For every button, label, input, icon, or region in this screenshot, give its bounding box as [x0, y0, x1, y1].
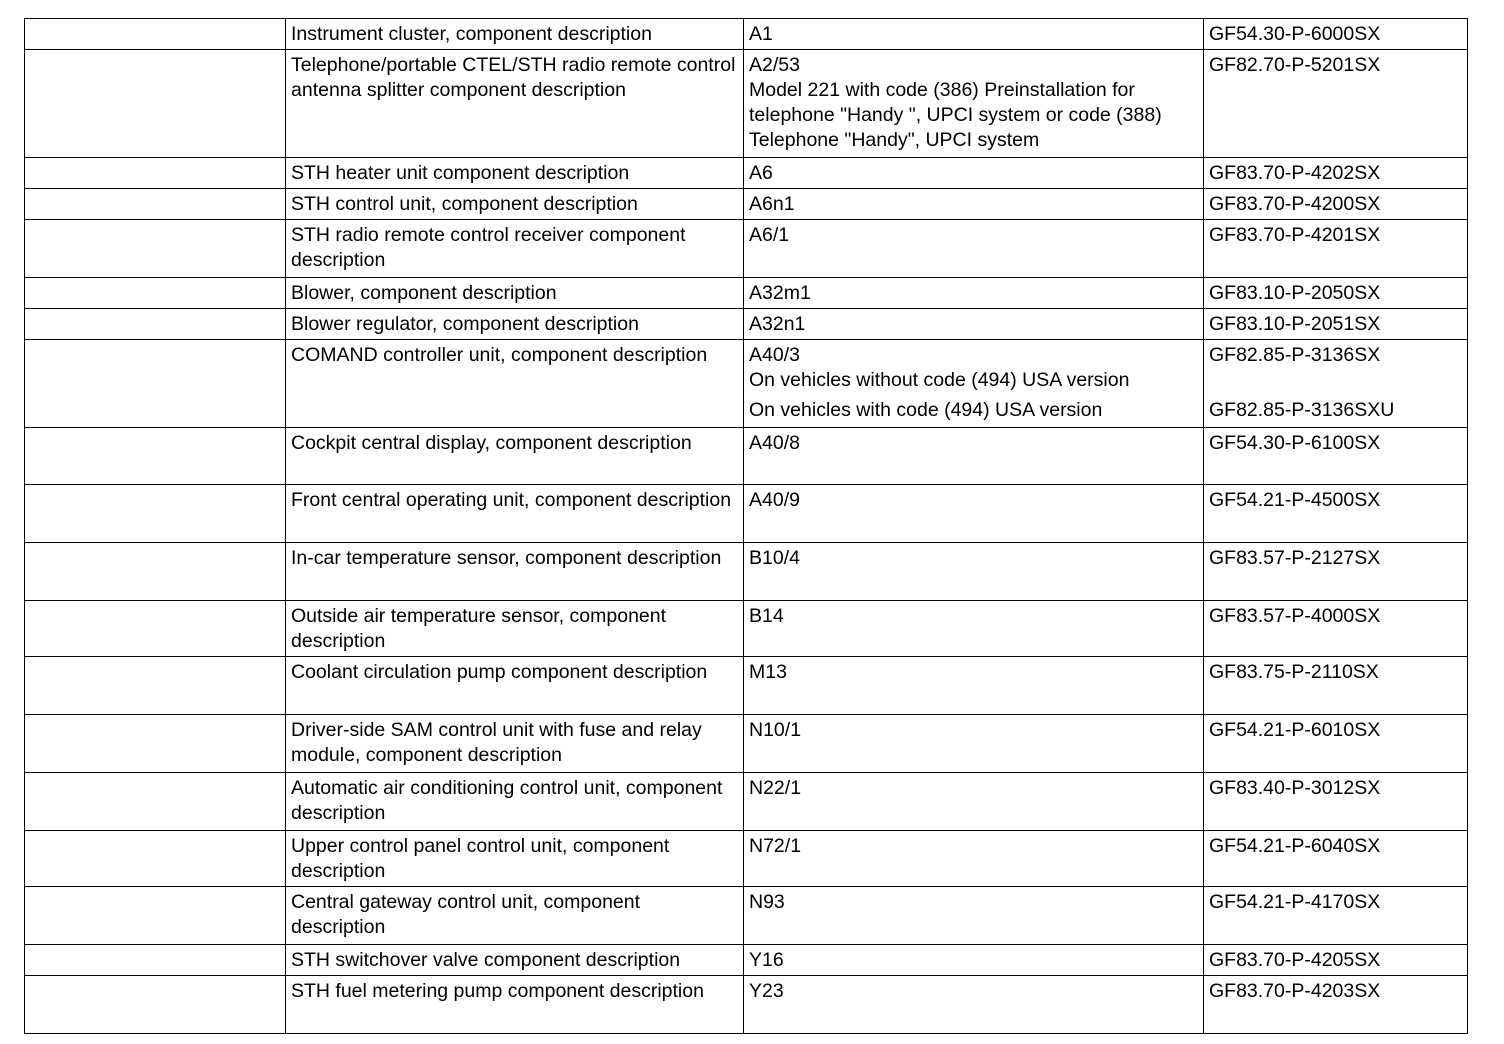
- empty-cell: [25, 601, 286, 657]
- component-note: Model 221 with code (386) Preinstallation for telephone "Handy ", UPCI system or code (388) Telephone "Handy", UPCI system: [749, 79, 1162, 151]
- description-cell: [286, 976, 744, 1034]
- description-text: STH fuel metering pump component description: [291, 980, 704, 1002]
- component-code: A40/8: [749, 432, 800, 454]
- table-row: [25, 601, 1468, 657]
- component-cell: [744, 19, 1204, 50]
- document-number: [1209, 368, 1462, 393]
- description-text: Front central operating unit, component description: [291, 489, 732, 511]
- document-number: GF82.85-P-3136SXU: [1209, 399, 1395, 421]
- component-code: Y23: [749, 980, 784, 1002]
- description-cell: [286, 278, 744, 309]
- document-number: GF83.70-P-4205SX: [1209, 949, 1381, 971]
- table-row: [25, 773, 1468, 831]
- document-cell: [1204, 976, 1468, 1034]
- document-cell: [1204, 485, 1468, 543]
- empty-cell: [25, 158, 286, 189]
- empty-cell: [25, 278, 286, 309]
- description-cell: [286, 715, 744, 773]
- document-number: GF83.40-P-3012SX: [1209, 777, 1381, 799]
- document-cell: [1204, 309, 1468, 340]
- table-body: [25, 19, 1468, 1034]
- table-row: [25, 220, 1468, 278]
- document-cell: [1204, 601, 1468, 657]
- component-cell: [744, 428, 1204, 485]
- document-cell: [1204, 189, 1468, 220]
- description-cell: [286, 657, 744, 715]
- description-cell: [286, 340, 744, 428]
- document-number: GF54.21-P-6010SX: [1209, 719, 1381, 741]
- component-cell: [744, 976, 1204, 1034]
- document-cell: [1204, 945, 1468, 976]
- component-code: A2/53: [749, 54, 800, 76]
- description-text: STH control unit, component description: [291, 193, 638, 215]
- table-row: [25, 976, 1468, 1034]
- table-row: [25, 543, 1468, 601]
- component-code: M13: [749, 661, 787, 683]
- table-row: [25, 340, 1468, 428]
- document-number: GF82.70-P-5201SX: [1209, 54, 1381, 76]
- description-cell: [286, 831, 744, 887]
- empty-cell: [25, 220, 286, 278]
- document-number: GF83.70-P-4200SX: [1209, 193, 1381, 215]
- empty-cell: [25, 19, 286, 50]
- empty-cell: [25, 887, 286, 945]
- empty-cell: [25, 428, 286, 485]
- table-row: [25, 657, 1468, 715]
- component-cell: [744, 601, 1204, 657]
- table-row: [25, 887, 1468, 945]
- component-cell: [744, 543, 1204, 601]
- empty-cell: [25, 485, 286, 543]
- component-cell: [744, 887, 1204, 945]
- component-cell: [744, 189, 1204, 220]
- component-cell: [744, 340, 1204, 428]
- empty-cell: [25, 976, 286, 1034]
- description-cell: [286, 309, 744, 340]
- description-text: Blower regulator, component description: [291, 313, 639, 335]
- document-number: GF54.30-P-6000SX: [1209, 23, 1381, 45]
- empty-cell: [25, 50, 286, 158]
- document-cell: [1204, 773, 1468, 831]
- description-text: Instrument cluster, component description: [291, 23, 652, 45]
- document-cell: [1204, 158, 1468, 189]
- empty-cell: [25, 543, 286, 601]
- table-row: [25, 19, 1468, 50]
- table-row: [25, 428, 1468, 485]
- component-code: B14: [749, 605, 784, 627]
- component-cell: [744, 278, 1204, 309]
- document-number: GF83.10-P-2050SX: [1209, 282, 1381, 304]
- description-text: Central gateway control unit, component description: [291, 891, 641, 938]
- document-cell: [1204, 220, 1468, 278]
- table-row: [25, 715, 1468, 773]
- description-cell: [286, 887, 744, 945]
- empty-cell: [25, 773, 286, 831]
- document-number: GF54.21-P-6040SX: [1209, 835, 1381, 857]
- component-code: A40/9: [749, 489, 800, 511]
- table-row: [25, 309, 1468, 340]
- description-text: STH radio remote control receiver component description: [291, 224, 686, 271]
- component-code: N72/1: [749, 835, 802, 857]
- component-note: On vehicles with code (494) USA version: [749, 399, 1103, 421]
- component-code: A6/1: [749, 224, 790, 246]
- description-text: Cockpit central display, component description: [291, 432, 692, 454]
- document-cell: [1204, 50, 1468, 158]
- component-cell: [744, 715, 1204, 773]
- table-row: [25, 189, 1468, 220]
- component-note: On vehicles without code (494) USA version: [749, 369, 1130, 391]
- component-cell: [744, 831, 1204, 887]
- component-cell: [744, 220, 1204, 278]
- component-cell: [744, 158, 1204, 189]
- component-cell: [744, 657, 1204, 715]
- component-code: A1: [749, 23, 773, 45]
- table-row: [25, 485, 1468, 543]
- component-code: Y16: [749, 949, 784, 971]
- component-cell: [744, 773, 1204, 831]
- document-number: GF54.21-P-4170SX: [1209, 891, 1381, 913]
- description-cell: [286, 189, 744, 220]
- document-number: GF83.57-P-4000SX: [1209, 605, 1381, 627]
- description-text: STH switchover valve component description: [291, 949, 681, 971]
- description-cell: [286, 50, 744, 158]
- description-text: Coolant circulation pump component description: [291, 661, 708, 683]
- description-cell: [286, 428, 744, 485]
- empty-cell: [25, 831, 286, 887]
- description-cell: [286, 220, 744, 278]
- empty-cell: [25, 657, 286, 715]
- document-number: GF83.57-P-2127SX: [1209, 547, 1381, 569]
- component-code: N22/1: [749, 777, 802, 799]
- component-code: N93: [749, 891, 785, 913]
- document-cell: [1204, 715, 1468, 773]
- component-code: A6n1: [749, 193, 795, 215]
- description-text: Blower, component description: [291, 282, 557, 304]
- component-code: A32m1: [749, 282, 811, 304]
- table-row: [25, 831, 1468, 887]
- document-number: GF83.75-P-2110SX: [1209, 661, 1379, 683]
- document-number: GF83.70-P-4203SX: [1209, 980, 1381, 1002]
- description-text: Upper control panel control unit, component description: [291, 835, 670, 882]
- description-text: COMAND controller unit, component description: [291, 344, 708, 366]
- description-cell: [286, 158, 744, 189]
- document-number: GF54.30-P-6100SX: [1209, 432, 1381, 454]
- component-code: N10/1: [749, 719, 802, 741]
- document-cell: [1204, 887, 1468, 945]
- component-reference-table: [24, 18, 1468, 1034]
- description-text: Outside air temperature sensor, component description: [291, 605, 667, 652]
- empty-cell: [25, 189, 286, 220]
- description-text: Telephone/portable CTEL/STH radio remote control antenna splitter component description: [291, 54, 736, 101]
- document-cell: [1204, 831, 1468, 887]
- component-code: A32n1: [749, 313, 806, 335]
- description-text: Driver-side SAM control unit with fuse and relay module, component description: [291, 719, 702, 766]
- document-cell: [1204, 657, 1468, 715]
- table-row: [25, 945, 1468, 976]
- component-cell: [744, 945, 1204, 976]
- document-cell: [1204, 19, 1468, 50]
- document-cell: [1204, 428, 1468, 485]
- description-cell: [286, 945, 744, 976]
- description-cell: [286, 601, 744, 657]
- document-cell: [1204, 278, 1468, 309]
- table-row: [25, 278, 1468, 309]
- document-number: GF82.85-P-3136SX: [1209, 344, 1381, 366]
- component-cell: [744, 309, 1204, 340]
- empty-cell: [25, 715, 286, 773]
- description-cell: [286, 485, 744, 543]
- description-cell: [286, 773, 744, 831]
- description-text: STH heater unit component description: [291, 162, 630, 184]
- table-row: [25, 158, 1468, 189]
- component-cell: [744, 485, 1204, 543]
- component-cell: [744, 50, 1204, 158]
- document-number: GF83.70-P-4201SX: [1209, 224, 1381, 246]
- empty-cell: [25, 945, 286, 976]
- description-cell: [286, 19, 744, 50]
- table-row: [25, 50, 1468, 158]
- document-number: GF83.10-P-2051SX: [1209, 313, 1381, 335]
- empty-cell: [25, 309, 286, 340]
- document-number: GF54.21-P-4500SX: [1209, 489, 1381, 511]
- description-cell: [286, 543, 744, 601]
- document-number: GF83.70-P-4202SX: [1209, 162, 1381, 184]
- component-code: B10/4: [749, 547, 800, 569]
- component-code: A40/3: [749, 344, 800, 366]
- document-cell: [1204, 340, 1468, 428]
- document-cell: [1204, 543, 1468, 601]
- description-text: In-car temperature sensor, component description: [291, 547, 722, 569]
- component-code: A6: [749, 162, 773, 184]
- empty-cell: [25, 340, 286, 428]
- description-text: Automatic air conditioning control unit, component description: [291, 777, 723, 824]
